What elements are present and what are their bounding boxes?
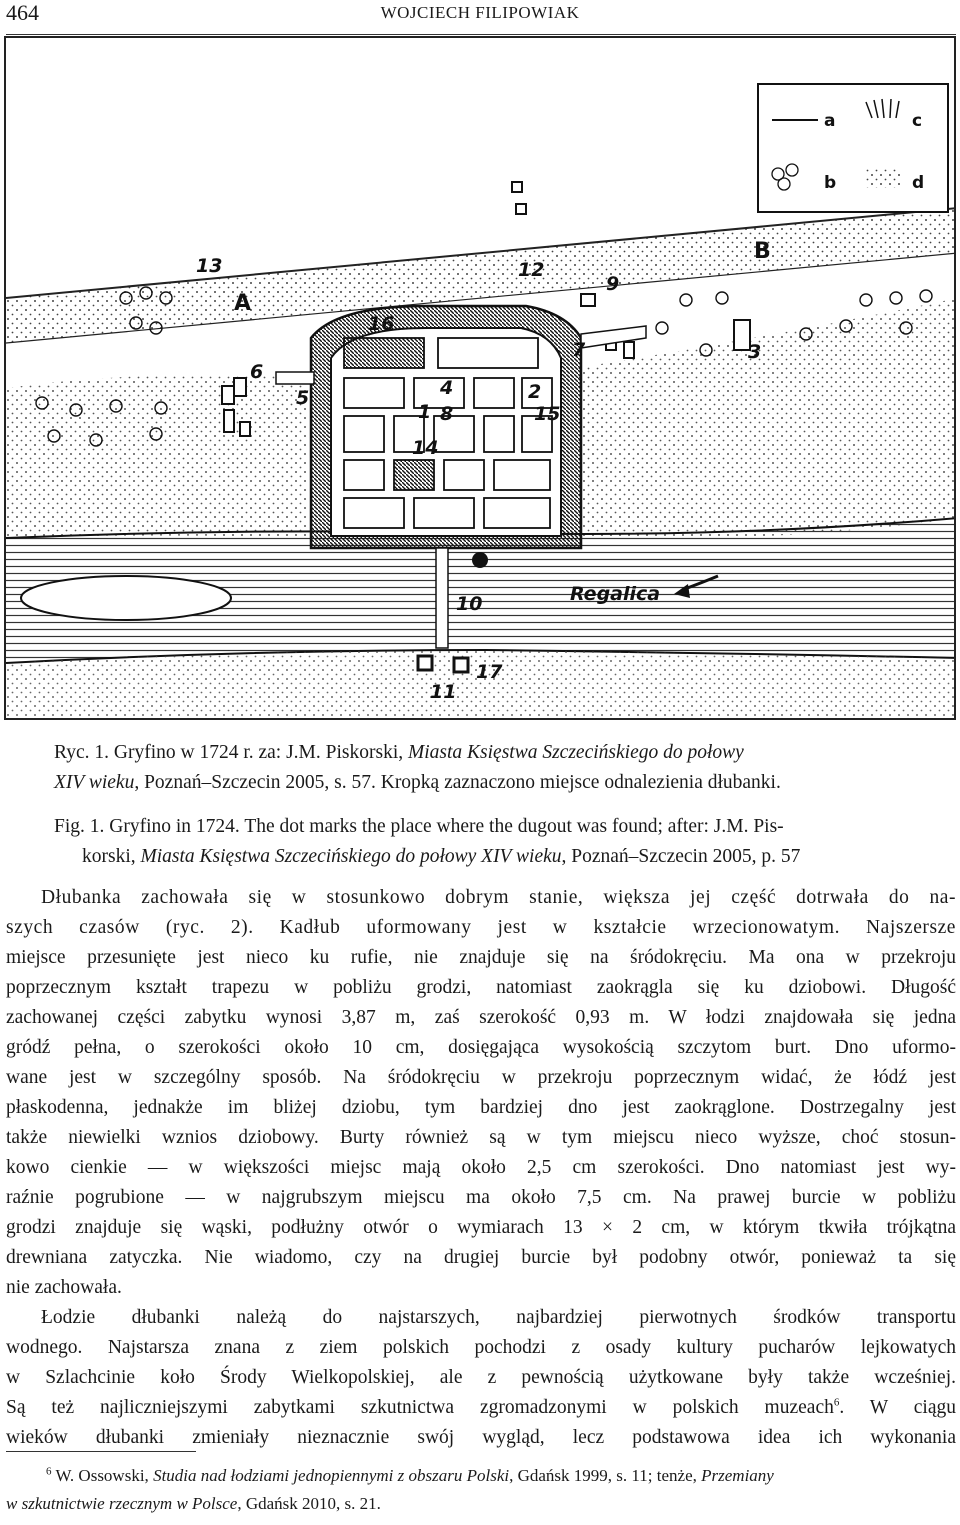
body-line-tail: . W ciągu (839, 1397, 956, 1418)
figure-map (4, 36, 956, 720)
map-number-15: 15 (534, 403, 561, 425)
map-number-14: 14 (412, 437, 439, 459)
map-number-2: 2 (528, 381, 542, 403)
footnote-line-2 (6, 1490, 956, 1518)
footnote (6, 1462, 956, 1518)
body-line: zachowanej części zabytku wynosi 3,87 m, zaś szerokość 0,93 m. W łodzi znajdowała się jedna (6, 1007, 956, 1028)
body-line: kowo cienkie — w większości miejsc mają około 2,5 cm szerokości. Dno natomiast jest wy- (6, 1157, 956, 1178)
map-number-3: 3 (748, 341, 762, 363)
map-number-13: 13 (196, 255, 223, 277)
map-number-6: 6 (250, 361, 264, 383)
footnote-reference[interactable]: 6 (833, 1396, 840, 1409)
dugout-find-dot (472, 552, 488, 568)
body-line: poprzecznym kształt trapezu w pobliżu grodzi, natomiast zaokrągla się ku dziobowi. Długość (6, 977, 956, 998)
west-gate-road (276, 372, 314, 384)
footnote-title-1: Studia nad łodziami jednopiennymi z obszaru Polski (153, 1466, 510, 1485)
footnote-mid: , Gdańsk 1999, s. 11; tenże, (509, 1466, 702, 1485)
legend-symbol-d (864, 168, 900, 188)
caption-en-title: Miasta Księstwa Szczecińskiego do połowy XIV wieku (140, 846, 562, 867)
building-17 (454, 658, 468, 672)
caption-pl-title-part2: XIV wieku (54, 772, 135, 793)
map-number-5: 5 (296, 387, 310, 409)
body-line: nie zachowała. (6, 1277, 122, 1298)
caption-en-line-2 (54, 842, 914, 872)
legend-label-b: b (824, 173, 837, 193)
body-line: grodzi znajduje się wąski, podłużny otwór o wymiarach 13 × 2 cm, w którym tkwiła trójkątna (6, 1217, 956, 1238)
area-label-a: A (234, 291, 252, 316)
body-line: szych czasów (ryc. 2). Kadłub uformowany jest w kształcie wrzecionowatym. Najszersze (6, 917, 956, 938)
caption-en-line-1: Fig. 1. Gryfino in 1724. The dot marks the place where the dugout was found; after: J.M. Pis- (54, 816, 784, 837)
caption-en-prefix: korski, (82, 846, 141, 867)
body-line: gródź pełna, o szerokości około 10 cm, dosięgająca wysokością szczytom burt. Dno uformo- (6, 1037, 956, 1058)
map-number-9: 9 (606, 273, 620, 295)
left-dotted-area (6, 375, 306, 538)
footnote-author: W. Ossowski, (51, 1466, 154, 1485)
legend-label-c: c (912, 111, 923, 131)
page-number: 464 (6, 0, 39, 25)
body-line: wodnego. Najstarsza znana z ziem polskich pochodzi z osady kultury pucharów lejkowatych (6, 1337, 956, 1358)
footnote-rest: , Gdańsk 2010, s. 21. (237, 1494, 381, 1513)
figure-caption-english (54, 812, 914, 872)
map-number-12: 12 (518, 259, 545, 281)
body-line: Dłubanka zachowała się w stosunkowo dobrym stanie, większa jej część dotrwała do na- (41, 887, 956, 908)
footnote-rule (6, 1451, 196, 1452)
building-11 (418, 656, 432, 670)
running-head-author: WOJCIECH FILIPOWIAK (380, 3, 580, 22)
body-line: miejsce przesunięte jest nieco ku rufie, nie znajduje się na śródokręciu. Ma ona w przekroju (6, 947, 956, 968)
caption-pl-rest: , Poznań–Szczecin 2005, s. 57. Kropką zaznaczono miejsce odnalezienia dłubanki. (134, 772, 781, 793)
island (21, 576, 231, 620)
body-line: wieków dłubanki zmieniały nieznacznie swój wygląd, lecz podstawowa idea ich wykonania (6, 1427, 956, 1448)
body-line: wane jest w szczególny sposób. Na śródokręciu w przekroju poprzecznym widać, że łódź jest (6, 1067, 956, 1088)
legend-label-d: d (912, 173, 925, 193)
map-number-17: 17 (476, 661, 503, 683)
figure-caption-polish (54, 738, 914, 798)
footnote-line-1 (6, 1462, 956, 1490)
caption-pl-prefix: Ryc. 1. Gryfino w 1724 r. za: J.M. Piskorski, (54, 742, 408, 763)
river-label: Regalica (570, 583, 661, 605)
map-number-16: 16 (368, 313, 395, 335)
body-line: w Szlachcinie koło Środy Wielkopolskiej, ale z pewnością użytkowane były także wcześniej. (6, 1367, 956, 1388)
caption-pl-line-1 (54, 738, 914, 768)
body-text (6, 883, 956, 1453)
caption-en-rest: , Poznań–Szczecin 2005, p. 57 (561, 846, 801, 867)
body-line-text: Są też najliczniejszymi zabytkami szkutnictwa zgromadzonymi w polskich muzeach (6, 1397, 834, 1418)
footnote-marker: 6 (46, 1465, 52, 1478)
map-number-8: 8 (440, 403, 454, 425)
map-number-11: 11 (430, 681, 457, 703)
footnote-title-2-part2: w szkutnictwie rzecznym w Polsce (6, 1494, 238, 1513)
body-line: Łodzie dłubanki należą do najstarszych, najbardziej pierwotnych środków transportu (41, 1307, 956, 1328)
map-number-7: 7 (572, 339, 586, 361)
legend-label-a: a (824, 111, 836, 131)
body-line: raźnie pogrubione — w najgrubszym miejscu ma około 7,5 cm. Na prawej burcie w pobliżu (6, 1187, 956, 1208)
caption-pl-line-2 (54, 768, 914, 798)
map-drawing (6, 38, 956, 720)
map-number-1: 1 (418, 401, 432, 423)
bridge (436, 548, 448, 648)
body-line: także niewielki wznios dziobowy. Burty również są w tym miejscu nieco wyższe, choć stosun- (6, 1127, 956, 1148)
map-number-4: 4 (440, 377, 454, 399)
area-label-b: B (754, 239, 771, 264)
footnote-title-2-part1: Przemiany (701, 1466, 774, 1485)
caption-pl-title-part1: Miasta Księstwa Szczecińskiego do połowy (408, 742, 744, 763)
body-line-with-footnote (6, 1393, 956, 1423)
header-rule (6, 34, 956, 35)
body-line: płaskodenna, jednakże im bliżej dziobu, tym bardziej dno jest zaokrąglone. Dostrzegalny jest (6, 1097, 956, 1118)
body-line: drewniana zatyczka. Nie wiadomo, czy na drugiej burcie był podobny otwór, ponieważ ta się (6, 1247, 956, 1268)
map-number-10: 10 (456, 593, 483, 615)
